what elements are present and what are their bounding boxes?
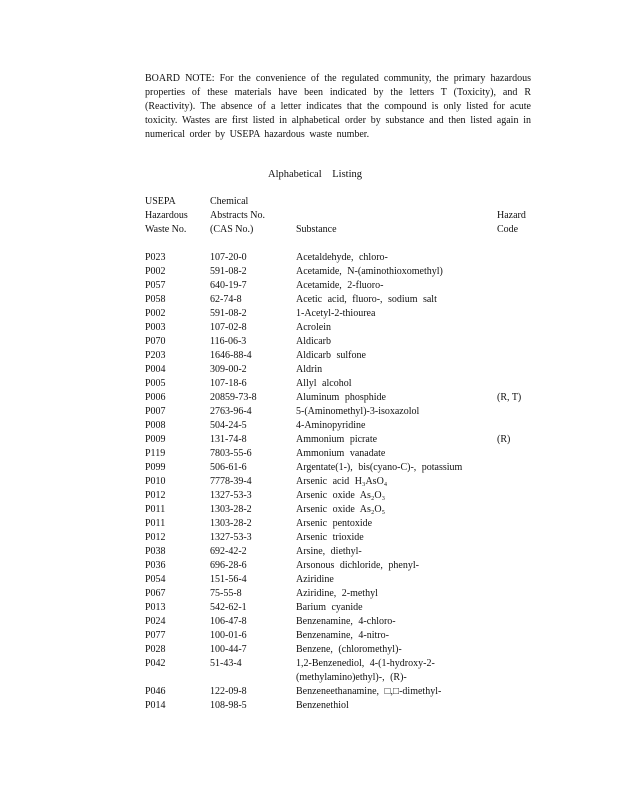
table-row [145,475,545,489]
table-row [145,601,545,615]
table-row [145,307,545,321]
substance-cell: Arsenic pentoxide [296,518,373,529]
waste-number-cell: P023 [145,252,166,263]
hazard-column-header [497,209,526,237]
cas-number-cell: 7803-55-6 [210,448,252,459]
usepa-header-line: USEPA [145,196,176,207]
substance-cell: Allyl alcohol [296,378,352,389]
substance-cell: Arsine, diethyl- [296,546,362,557]
cas-number-cell: 108-98-5 [210,700,247,711]
usepa-header-line: Hazardous [145,210,188,221]
waste-number-cell: P013 [145,602,166,613]
substance-cell: Aldicarb [296,336,331,347]
substance-cell: Ammonium picrate [296,434,378,445]
waste-number-cell: P038 [145,546,166,557]
cas-number-cell: 107-02-8 [210,322,247,333]
cas-header-line: Abstracts No. [210,210,265,221]
cas-number-cell: 506-61-6 [210,462,247,473]
substance-cell: Benzene, (chloromethyl)- [296,644,402,655]
waste-number-cell: P054 [145,574,166,585]
waste-number-cell: P070 [145,336,166,347]
waste-number-cell: P007 [145,406,166,417]
substance-cell: Argentate(1-), bis(cyano-C)-, potassium [296,462,463,473]
table-row [145,643,545,657]
cas-column-header [210,195,265,237]
waste-number-cell: P003 [145,322,166,333]
cas-number-cell: 107-20-0 [210,252,247,263]
table-row [145,559,545,573]
substance-cell: 1-Acetyl-2-thiourea [296,308,376,319]
waste-number-cell: P009 [145,434,166,445]
table-row [145,349,545,363]
waste-number-cell: P067 [145,588,166,599]
section-heading: Alphabetical Listing [267,169,363,180]
table-row [145,531,545,545]
waste-number-cell: P024 [145,616,166,627]
substance-header-line: Substance [296,224,337,235]
waste-number-cell: P058 [145,294,166,305]
substance-cell: Acetaldehyde, chloro- [296,252,388,263]
substance-cell: Arsenic oxide As₂O₃ [296,490,386,501]
hazard-code-cell: (R) [497,434,511,445]
table-row [145,363,545,377]
table-row [145,545,545,559]
substance-cell: Arsenic acid H₃AsO₄ [296,476,388,487]
table-row [145,335,545,349]
hazard-header-line: Hazard [497,210,526,221]
substance-cell: Aldicarb sulfone [296,350,366,361]
waste-number-cell: P042 [145,658,166,669]
table-row [145,447,545,461]
table-row [145,433,545,447]
waste-number-cell: P002 [145,308,166,319]
cas-number-cell: 1327-53-3 [210,490,252,501]
waste-number-cell: P005 [145,378,166,389]
table-row [145,615,545,629]
substance-cell: Acetamide, 2-fluoro- [296,280,384,291]
table-row [145,517,545,531]
cas-number-cell: 692-42-2 [210,546,247,557]
table-row [145,587,545,601]
cas-number-cell: 20859-73-8 [210,392,257,403]
substance-cell: Benzenamine, 4-nitro- [296,630,389,641]
cas-number-cell: 542-62-1 [210,602,247,613]
cas-number-cell: 62-74-8 [210,294,242,305]
substance-cell: 4-Aminopyridine [296,420,366,431]
cas-header-line: (CAS No.) [210,224,254,235]
substance-cell: 1,2-Benzenediol, 4-(1-hydroxy-2-(methylamino)ethyl)-, (R)- [296,658,435,683]
cas-number-cell: 100-44-7 [210,644,247,655]
substance-cell: Arsenic oxide As₂O₅ [296,504,386,515]
waste-number-cell: P006 [145,392,166,403]
waste-number-cell: P099 [145,462,166,473]
waste-number-cell: P011 [145,518,166,529]
table-row [145,265,545,279]
cas-number-cell: 591-08-2 [210,308,247,319]
cas-number-cell: 1303-28-2 [210,518,252,529]
substance-cell: Ammonium vanadate [296,448,386,459]
table-row [145,279,545,293]
substance-cell: Acetamide, N-(aminothioxomethyl) [296,266,443,277]
cas-number-cell: 151-56-4 [210,574,247,585]
substance-cell: Aldrin [296,364,323,375]
substance-cell: Arsenic trioxide [296,532,364,543]
table-row [145,573,545,587]
table-row [145,657,545,685]
table-row [145,503,545,517]
table-row [145,321,545,335]
substance-cell: Barium cyanide [296,602,363,613]
substance-cell: Aluminum phosphide [296,392,386,403]
table-row [145,293,545,307]
cas-number-cell: 1646-88-4 [210,350,252,361]
board-note: BOARD NOTE: For the convenience of the regulated community, the primary hazardous properties of these materials have been indicated by the letters T (Toxicity), and R (Reactivity). The absence of a letter indicates that the compound is only listed for acute toxicity. Wastes are first listed in alphabetical order by substance and then listed again in numerical order by USEPA hazardous waste number. [145,73,531,140]
cas-number-cell: 591-08-2 [210,266,247,277]
cas-number-cell: 1303-28-2 [210,504,252,515]
table-row [145,405,545,419]
cas-number-cell: 100-01-6 [210,630,247,641]
waste-number-cell: P002 [145,266,166,277]
substance-cell: 5-(Aminomethyl)-3-isoxazolol [296,406,420,417]
cas-header-line: Chemical [210,196,249,207]
waste-number-cell: P004 [145,364,166,375]
cas-number-cell: 2763-96-4 [210,406,252,417]
waste-number-cell: P010 [145,476,166,487]
hazard-header-line: Code [497,224,519,235]
waste-number-cell: P046 [145,686,166,697]
table-row [145,419,545,433]
waste-number-cell: P012 [145,490,166,501]
waste-number-cell: P008 [145,420,166,431]
cas-number-cell: 122-09-8 [210,686,247,697]
waste-number-cell: P011 [145,504,166,515]
table-row [145,699,545,713]
cas-number-cell: 696-28-6 [210,560,247,571]
cas-number-cell: 504-24-5 [210,420,247,431]
cas-number-cell: 131-74-8 [210,434,247,445]
cas-number-cell: 640-19-7 [210,280,247,291]
table-row [145,391,545,405]
waste-number-cell: P057 [145,280,166,291]
usepa-header-line: Waste No. [145,224,187,235]
substance-cell: Aziridine, 2-methyl [296,588,378,599]
substance-cell: Benzenethiol [296,700,349,711]
usepa-column-header [145,195,188,237]
table-row [145,629,545,643]
cas-number-cell: 116-06-3 [210,336,247,347]
table-row [145,489,545,503]
cas-number-cell: 309-00-2 [210,364,247,375]
substance-column-header [296,223,337,237]
waste-number-cell: P077 [145,630,166,641]
cas-number-cell: 75-55-8 [210,588,242,599]
substance-cell: Arsonous dichloride, phenyl- [296,560,419,571]
cas-number-cell: 1327-53-3 [210,532,252,543]
table-row [145,461,545,475]
table-row [145,377,545,391]
cas-number-cell: 106-47-8 [210,616,247,627]
substance-cell: Acrolein [296,322,331,333]
cas-number-cell: 107-18-6 [210,378,247,389]
waste-listing-table [145,251,545,713]
waste-number-cell: P028 [145,644,166,655]
waste-number-cell: P036 [145,560,166,571]
substance-cell: Benzenamine, 4-chloro- [296,616,396,627]
table-row [145,251,545,265]
substance-cell: Acetic acid, fluoro-, sodium salt [296,294,437,305]
substance-cell: Benzeneethanamine, □,□-dimethyl- [296,686,442,697]
waste-number-cell: P203 [145,350,166,361]
table-row [145,685,545,699]
substance-cell: Aziridine [296,574,334,585]
waste-number-cell: P119 [145,448,166,459]
waste-number-cell: P014 [145,700,166,711]
cas-number-cell: 7778-39-4 [210,476,252,487]
hazard-code-cell: (R, T) [497,392,522,403]
waste-number-cell: P012 [145,532,166,543]
cas-number-cell: 51-43-4 [210,658,242,669]
